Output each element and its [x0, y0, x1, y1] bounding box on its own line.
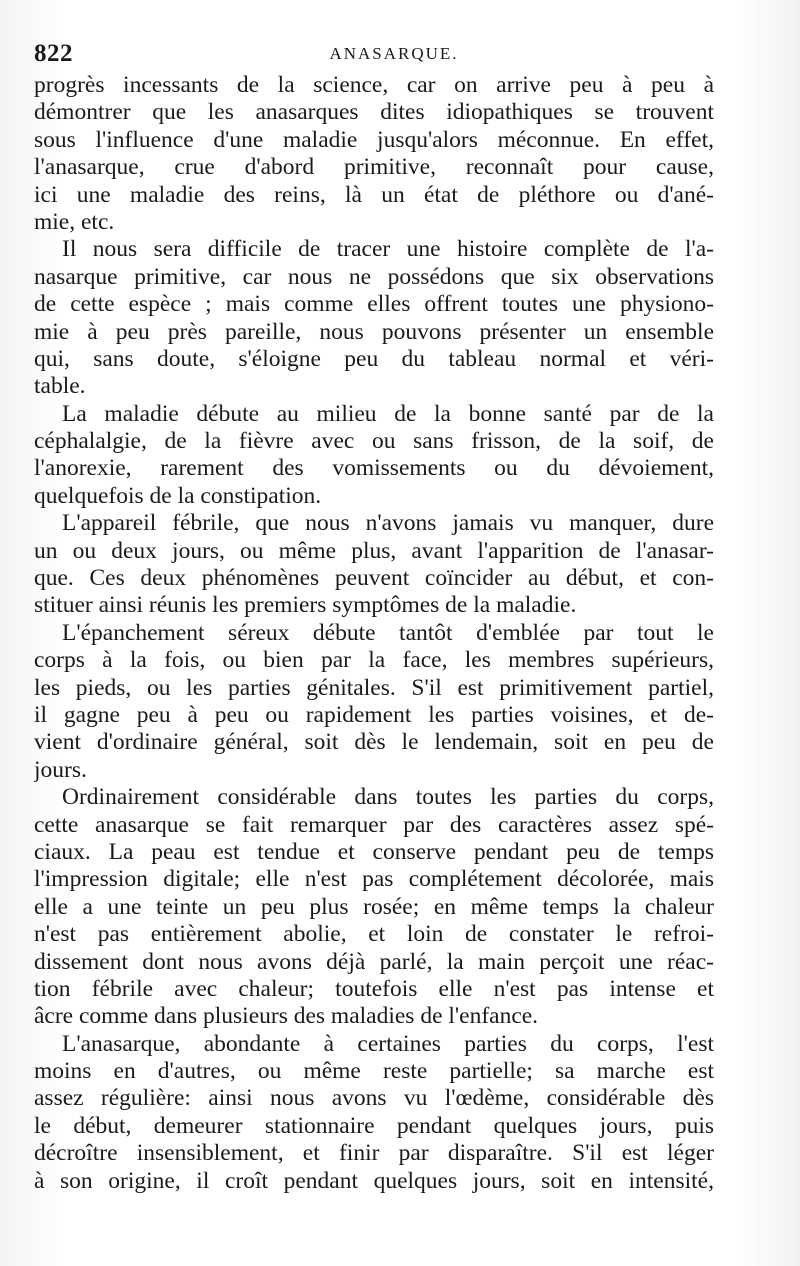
text-line: mie à peu près pareille, nous pouvons présenter un ensemble: [34, 318, 714, 345]
text-line: jours.: [34, 756, 87, 783]
text-line: moins en d'autres, ou même reste partielle; sa marche est: [34, 1058, 714, 1085]
text-line: table.: [34, 373, 86, 400]
text-line: l'anasarque, crue d'abord primitive, reconnaît pour cause,: [34, 154, 714, 181]
text-line: L'appareil fébrile, que nous n'avons jamais vu manquer, dure: [62, 510, 714, 537]
text-line: progrès incessants de la science, car on arrive peu à peu à: [34, 72, 714, 98]
text-line: elle a une teinte un peu plus rosée; en même temps la chaleur: [34, 893, 714, 920]
text-line: stituer ainsi réunis les premiers symptômes de la maladie.: [34, 592, 577, 619]
text-line: mie, etc.: [34, 208, 115, 235]
text-line: tion fébrile avec chaleur; toutefois elle n'est pas intense et: [34, 975, 714, 1002]
text-line: il gagne peu à peu ou rapidement les parties voisines, et de-: [34, 701, 714, 728]
text-line: de cette espèce ; mais comme elles offrent toutes une physiono-: [34, 291, 714, 318]
text-line: âcre comme dans plusieurs des maladies de l'enfance.: [34, 1003, 539, 1030]
text-line: le début, demeurer stationnaire pendant quelques jours, puis: [34, 1112, 714, 1139]
page-header: [34, 40, 714, 72]
text-line: l'anorexie, rarement des vomissements ou du dévoiement,: [34, 455, 714, 482]
text-line: l'impression digitale; elle n'est pas complétement décolorée, mais: [34, 866, 714, 893]
text-line: les pieds, ou les parties génitales. S'il est primitivement partiel,: [34, 674, 714, 701]
text-line: à son origine, il croît pendant quelques jours, soit en intensité,: [34, 1167, 714, 1194]
text-line: vient d'ordinaire général, soit dès le lendemain, soit en peu de: [34, 729, 714, 756]
text-line: ici une maladie des reins, là un état de pléthore ou d'ané-: [34, 181, 714, 208]
running-head: ANASARQUE.: [329, 44, 459, 63]
text-line: céphalalgie, de la fièvre avec ou sans frisson, de la soif, de: [34, 428, 714, 455]
text-line: sous l'influence d'une maladie jusqu'alors méconnue. En effet,: [34, 126, 714, 153]
text-line: décroître insensiblement, et finir par disparaître. S'il est léger: [34, 1140, 714, 1167]
text-line: nasarque primitive, car nous ne possédons que six observations: [34, 263, 714, 290]
text-line: qui, sans doute, s'éloigne peu du tableau normal et véri-: [34, 345, 714, 372]
text-line: ciaux. La peau est tendue et conserve pendant peu de temps: [34, 838, 714, 865]
text-line: L'épanchement séreux débute tantôt d'emblée par tout le: [62, 619, 714, 646]
text-line: La maladie débute au milieu de la bonne santé par de la: [62, 400, 714, 427]
text-line: L'anasarque, abondante à certaines parties du corps, l'est: [62, 1030, 714, 1057]
text-line: Il nous sera difficile de tracer une histoire complète de l'a-: [62, 236, 714, 263]
text-line: un ou deux jours, ou même plus, avant l'apparition de l'anasar-: [34, 537, 714, 564]
text-line: que. Ces deux phénomènes peuvent coïncider au début, et con-: [34, 565, 714, 592]
text-line: assez régulière: ainsi nous avons vu l'œdème, considérable dès: [34, 1085, 714, 1112]
page-number: 822: [34, 40, 73, 67]
text-line: démontrer que les anasarques dites idiopathiques se trouvent: [34, 99, 714, 126]
text-line: corps à la fois, ou bien par la face, les membres supérieurs,: [34, 647, 714, 674]
text-line: Ordinairement considérable dans toutes les parties du corps,: [62, 784, 714, 811]
text-line: quelquefois de la constipation.: [34, 482, 322, 509]
body-text: [34, 72, 714, 1195]
text-line: cette anasarque se fait remarquer par des caractères assez spé-: [34, 811, 714, 838]
text-line: dissement dont nous avons déjà parlé, la main perçoit une réac-: [34, 948, 714, 975]
text-line: n'est pas entièrement abolie, et loin de constater le refroi-: [34, 921, 714, 948]
